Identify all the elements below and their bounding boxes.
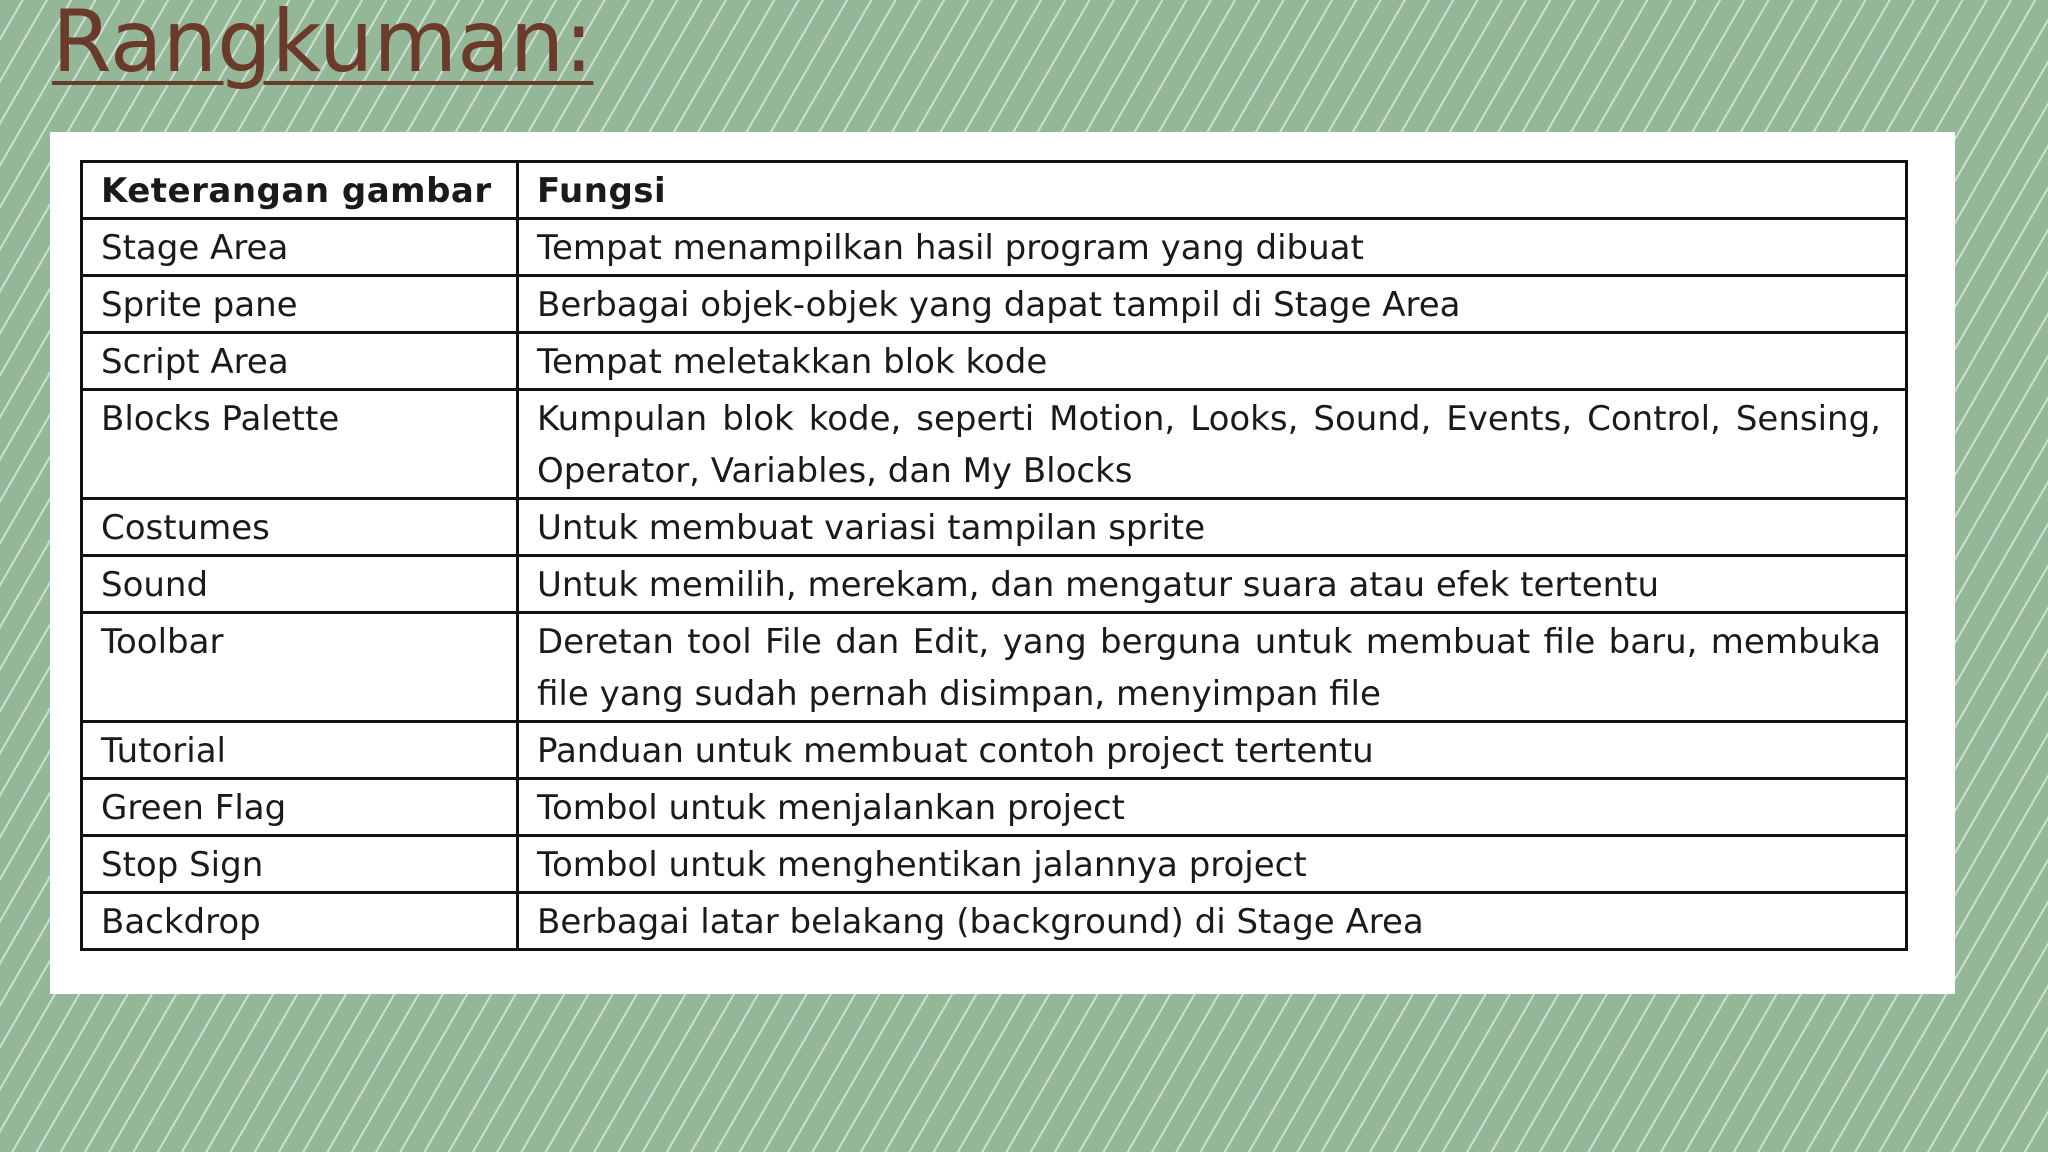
cell-fungsi: Untuk membuat variasi tampilan sprite	[518, 499, 1907, 556]
cell-fungsi: Tempat menampilkan hasil program yang dibuat	[518, 219, 1907, 276]
cell-keterangan: Sprite pane	[82, 276, 518, 333]
cell-keterangan: Tutorial	[82, 722, 518, 779]
cell-fungsi: Tombol untuk menghentikan jalannya project	[518, 836, 1907, 893]
table-row	[82, 893, 1907, 950]
cell-fungsi: Untuk memilih, merekam, dan mengatur suara atau efek tertentu	[518, 556, 1907, 613]
cell-fungsi: Panduan untuk membuat contoh project tertentu	[518, 722, 1907, 779]
cell-fungsi: Tempat meletakkan blok kode	[518, 333, 1907, 390]
header-keterangan: Keterangan gambar	[82, 162, 518, 219]
cell-keterangan: Sound	[82, 556, 518, 613]
cell-fungsi: Deretan tool File dan Edit, yang berguna untuk membuat file baru, membuka file yang sudah pernah disimpan, menyimpan file	[518, 613, 1907, 722]
cell-keterangan: Green Flag	[82, 779, 518, 836]
table-row	[82, 722, 1907, 779]
slide-title: Rangkuman:	[52, 0, 594, 92]
cell-keterangan: Script Area	[82, 333, 518, 390]
cell-fungsi: Tombol untuk menjalankan project	[518, 779, 1907, 836]
cell-keterangan: Toolbar	[82, 613, 518, 722]
table-row	[82, 556, 1907, 613]
table-row	[82, 499, 1907, 556]
cell-fungsi: Kumpulan blok kode, seperti Motion, Looks, Sound, Events, Control, Sensing, Operator, Variables, dan My Blocks	[518, 390, 1907, 499]
cell-keterangan: Stage Area	[82, 219, 518, 276]
cell-fungsi: Berbagai objek-objek yang dapat tampil di Stage Area	[518, 276, 1907, 333]
cell-keterangan: Costumes	[82, 499, 518, 556]
header-fungsi: Fungsi	[518, 162, 1907, 219]
summary-table	[80, 160, 1908, 951]
table-row	[82, 276, 1907, 333]
table-row	[82, 219, 1907, 276]
table-row	[82, 836, 1907, 893]
table-row	[82, 613, 1907, 722]
cell-keterangan: Stop Sign	[82, 836, 518, 893]
cell-keterangan: Blocks Palette	[82, 390, 518, 499]
cell-keterangan: Backdrop	[82, 893, 518, 950]
table-row	[82, 390, 1907, 499]
table-row	[82, 333, 1907, 390]
table-row	[82, 779, 1907, 836]
table-header-row	[82, 162, 1907, 219]
table-card	[50, 132, 1955, 994]
cell-fungsi: Berbagai latar belakang (background) di Stage Area	[518, 893, 1907, 950]
